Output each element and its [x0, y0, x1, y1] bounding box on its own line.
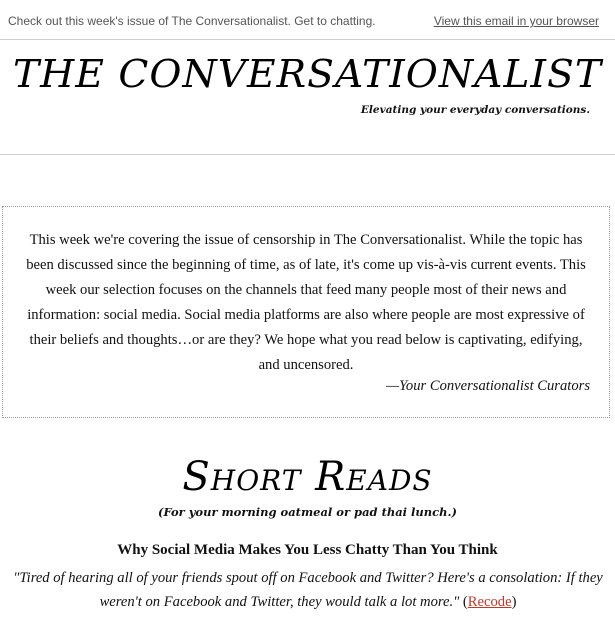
article-quote [6, 566, 610, 614]
article-title: Why Social Media Makes You Less Chatty Than You Think [117, 542, 498, 558]
source-open: ( [459, 594, 468, 610]
masthead-title: THE CONVERSATIONALIST [13, 52, 602, 96]
section-subtitle: (For your morning oatmeal or pad thai lunch.) [158, 505, 457, 519]
masthead-tagline: Elevating your everyday conversations. [360, 104, 590, 116]
divider [0, 154, 615, 155]
intro-box [2, 206, 610, 418]
section-title [0, 452, 615, 502]
intro-signature: —Your Conversationalist Curators [386, 378, 590, 394]
source-close: ) [511, 594, 517, 610]
article-source-link[interactable]: Recode [467, 594, 512, 610]
view-in-browser-link[interactable]: View this email in your browser [433, 14, 599, 28]
section-title-text: Short Reads [182, 454, 433, 500]
preheader-text: Check out this week's issue of The Conversationalist. Get to chatting. [8, 14, 376, 28]
divider [0, 39, 615, 40]
preheader [8, 14, 599, 30]
article-quote-text: "Tired of hearing all of your friends spout off on Facebook and Twitter? Here's a consolation: If they weren't on Facebook and Twitter, they would talk a lot more." [13, 570, 603, 610]
intro-body: This week we're covering the issue of censorship in The Conversationalist. While the topic has been discussed since the beginning of time, as of late, it's come up vis-à-vis current events. This week our selection focuses on the channels that feed many people most of their news and information: social media. Social media platforms are also where people are most expressive of their beliefs and thoughts…or are they? We hope what you read below is captivating, edifying, and uncensored. [26, 232, 586, 373]
